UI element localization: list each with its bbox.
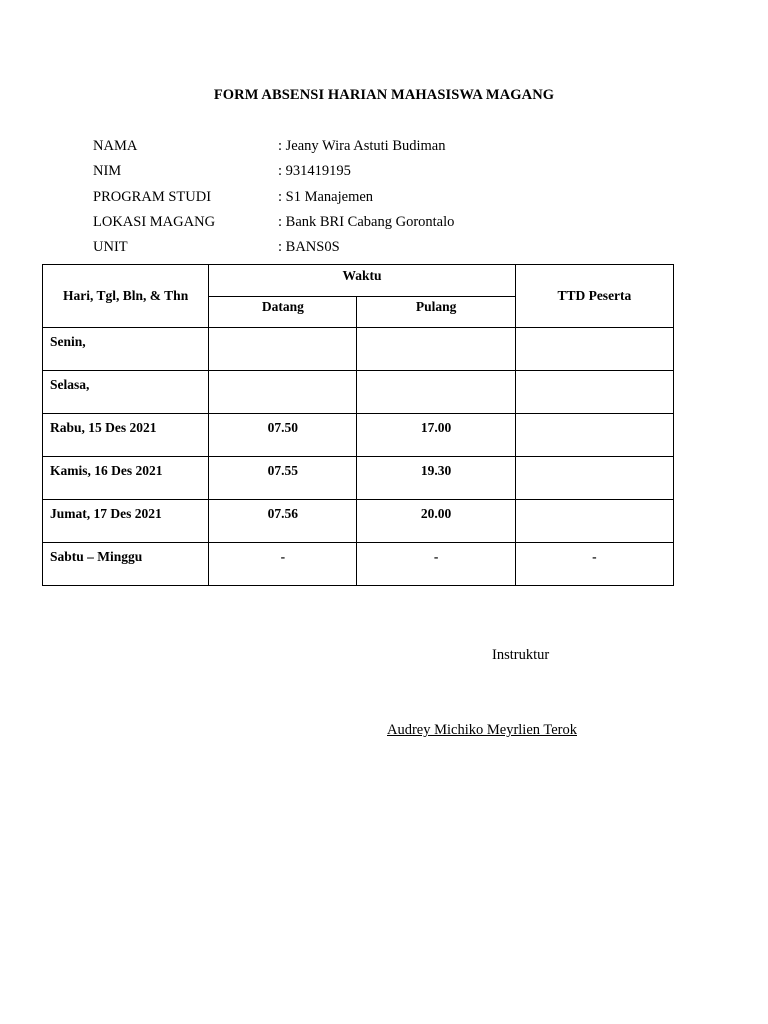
cell-day: Rabu, 15 Des 2021 [43,414,209,457]
info-label: NIM [93,163,122,180]
header-datang: Datang [209,297,357,328]
info-label: LOKASI MAGANG [93,213,216,230]
table-row [43,371,674,414]
cell-pulang [357,328,515,371]
cell-datang: 07.55 [209,457,357,500]
info-label: PROGRAM STUDI [93,188,212,205]
cell-ttd [515,414,673,457]
info-value: : BANS0S [278,239,340,256]
info-value: : S1 Manajemen [278,188,374,205]
cell-datang [209,328,357,371]
cell-ttd: - [515,543,673,586]
cell-pulang: 20.00 [357,500,515,543]
cell-datang [209,371,357,414]
cell-pulang: 19.30 [357,457,515,500]
cell-pulang: - [357,543,515,586]
table-row [43,500,674,543]
info-label: NAMA [93,138,138,154]
table-row [43,328,674,371]
cell-datang: 07.56 [209,500,357,543]
cell-ttd [515,328,673,371]
cell-ttd [515,500,673,543]
info-value: : 931419195 [278,163,351,180]
cell-ttd [515,457,673,500]
table-row [43,543,674,586]
table-header-row [43,265,674,297]
cell-day: Jumat, 17 Des 2021 [43,500,209,543]
cell-ttd [515,371,673,414]
table-row [43,457,674,500]
cell-day: Selasa, [43,371,209,414]
table-row [43,414,674,457]
cell-datang: 07.50 [209,414,357,457]
info-value: : Jeany Wira Astuti Budiman [278,138,446,154]
header-ttd: TTD Peserta [515,265,673,328]
signer-name: Audrey Michiko Meyrlien Terok [387,722,577,738]
cell-pulang: 17.00 [357,414,515,457]
cell-day: Sabtu – Minggu [43,543,209,586]
cell-day: Senin, [43,328,209,371]
attendance-table [42,264,674,586]
cell-pulang [357,371,515,414]
info-value: : Bank BRI Cabang Gorontalo [278,213,455,230]
info-label: UNIT [93,239,128,256]
header-day: Hari, Tgl, Bln, & Thn [43,265,209,328]
form-title: FORM ABSENSI HARIAN MAHASISWA MAGANG [213,87,555,103]
instruktur-label: Instruktur [492,647,550,663]
header-pulang: Pulang [357,297,515,328]
header-waktu: Waktu [209,265,515,297]
cell-datang: - [209,543,357,586]
cell-day: Kamis, 16 Des 2021 [43,457,209,500]
